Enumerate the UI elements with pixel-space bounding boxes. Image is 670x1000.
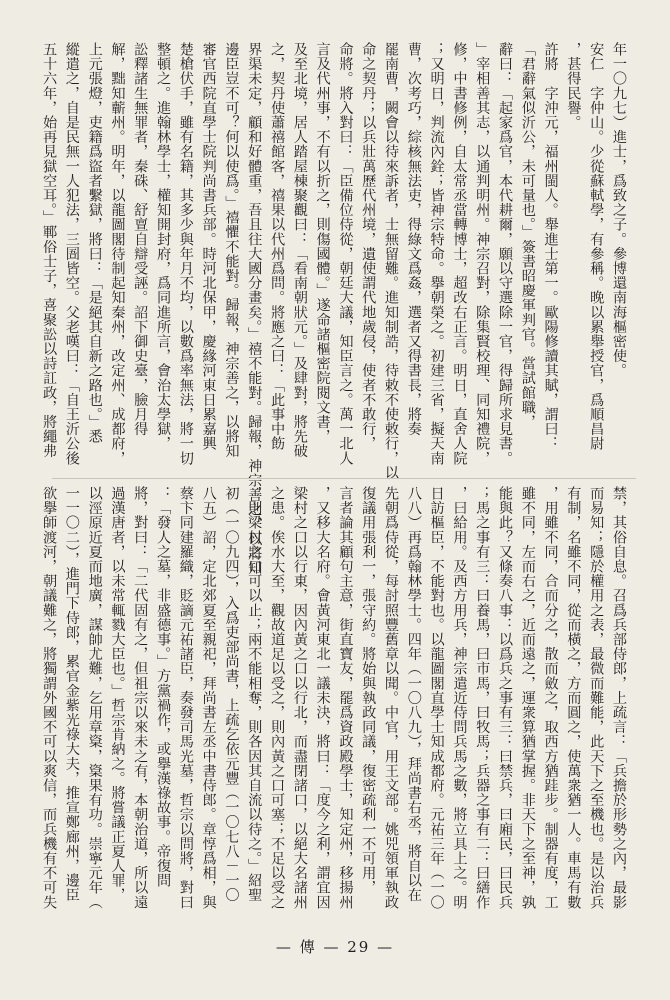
text-column: 雖不同，左而右之，近而遠之，運衆算猶掌握。非天下之至神，孰 (519, 486, 536, 910)
text-column: 欲擧師渡河，朝議難之，將獨謂外國不可以爽信，而兵機有不可失 (41, 486, 58, 910)
text-column: 解，黜知蘄州。明年，以龍圖閣待制起知秦州，改定州、成都府， (109, 42, 126, 466)
text-column: 言及代州事，不有以折之，則傷國體。」遂命諸樞密院閱文書， (314, 42, 331, 444)
text-column: 一一〇二），進門下侍郎，累官金紫光祿大夫，推宣鄭廊州，邊臣 (63, 486, 80, 903)
text-column: 有制，名雖不同，從而橫之，方而圓之，使萬衆猶一人。車馬有數 (565, 486, 582, 910)
text-column: 八八）再爲翰林學士。四年（一〇八九），拜尚書右丞，將自以在 (405, 486, 422, 903)
text-column: 許將 字沖元，福州閩人。舉進士第一。歐陽修讀其賦，謂曰： (542, 42, 559, 451)
text-column: 五十六年，始再見獄空耳。」鄆俗士子，喜聚訟以詩訌政，將繩弗 (41, 42, 58, 459)
text-column: ：「發人之墓，非盛德事。」方黨禍作，或擧漢祿故事。帝復問 (155, 486, 172, 888)
text-column: 過漢唐者，以未常輒戮大臣也。」哲宗肯納之。將嘗議正夏人罪， (109, 486, 126, 903)
text-column: 「君辭氣似沂公，未可量也。」簽書昭慶軍判官。當試館職， (519, 42, 536, 430)
lower-text-block (41, 486, 630, 916)
text-column: 訟釋諸生無罪者，秦硃、舒亶自辯受誣。詔下御史臺，臉月得 (132, 42, 149, 437)
text-column: 蔡卞同建羅織，貶謫元祐諸臣，奏發司馬光墓，哲宗以問將，對曰 (177, 486, 194, 910)
text-column: 將，對曰：「二代固有之，但祖宗以來未之有，本朝治道，所以遠 (132, 486, 149, 910)
text-column: 縱遣之，自是民無一人犯法，三圄皆空。父老嘆曰：「自王沂公後 (63, 42, 80, 466)
text-column: ，用雖不同，合而分之，散而斂之，取西方猶跬步。制器有度，工 (542, 486, 559, 910)
text-column: 命之契丹；以兵壯萬歷代州境，遺使謂代地歲侵，使者不敢行， (360, 42, 377, 451)
text-column: ，又移大名府。會黃河東北一議未決，將曰：「度今之利，謂宜因 (314, 486, 331, 910)
text-column: 復議用張利一，張守約。將始與執政同議，復密疏利一不可用， (360, 486, 377, 895)
text-column: ，曰給用。及西方用兵，神宗遣近侍問兵馬之數，將立具上之。明 (451, 486, 468, 910)
text-column: 界渠未定，顧和好體重，吾且往大國分畫矣。」禧不能對。歸報，神宗善之，以將知 (246, 42, 263, 576)
text-column: 罷南曹，闕會以待來訴者，士無留難。進知制誥，待敕不使敕行，以 (383, 42, 400, 480)
text-column: 能與此？又條奏八事：以爲兵之事有三：曰禁兵，曰廂民，曰民兵 (497, 486, 514, 910)
text-column: 八五）詔，定北郊夏至親祀，拜尚書左丞中書侍郎。章惇爲相，與 (200, 486, 217, 910)
text-column: 上元張燈，吏籍爲盜者繫獄，將曰：「是絕其自新之路也。」悉 (86, 42, 103, 444)
text-column: 辭曰：「起家爲官，本代耕爾，願以守選除一官，得歸所求見書。 (497, 42, 514, 466)
text-column: 梁村之口以行東，因內黃之口以行北，而盡閉諸口，以絕大名諸州 (291, 486, 308, 910)
text-column: 之患。俟水大至，觀故道足以受之，則內黃之口可塞；不足以受之 (269, 486, 286, 910)
text-column: 整頓之。進翰林學士，權知開封府，爲同進所言，會治太學獄， (155, 42, 172, 451)
upper-text-block (41, 42, 630, 576)
text-column: 年一〇九七）進士，爲致之子。參博還南海樞密使。 (611, 42, 627, 378)
text-column: ；又明日，判流內銓；皆神宗特命。擧朝榮之。初建三省，擬天南 (428, 42, 445, 466)
text-column: 初（一〇九四），入爲吏部尚書，上疏乞依元豐（一〇七八－一〇 (223, 486, 240, 903)
text-column: 而易知；隱於權用之表，最微而難能，此天下之至機也。是以治兵 (588, 486, 605, 910)
text-column: 」宰相善其志，以通判明州。神宗召對，除集賢校理、同知禮院， (474, 42, 491, 466)
text-column: 曹，次考巧，綜核無法吏，得綠文爲姦，選者又得書長，將奏 (405, 42, 422, 437)
text-column: 禁，其俗自息。召爲兵部侍郎，上疏言：「兵擔於形勢之內，最影 (611, 486, 627, 910)
text-column: 之，契丹使蕭禧館客，禧果以代州爲問。將應之曰：「此事中飭 (269, 42, 286, 451)
text-column: 言者論其顧句主意，街直寶友，罷爲資政殿學士，知定州，移揚州 (337, 486, 354, 910)
text-column: 安仁 字仲山。少從蘇軾學，有參稱。晚以累舉授官，爲順昌尉 (588, 42, 605, 451)
text-column: ，則梁村之口可以止；兩不能相奪，則各因其自流以待之。」紹聖 (246, 486, 263, 903)
text-column: 及至北境，居人踏屋棟聚觀曰：「看南朝狀元。」及肆對，將先破 (291, 42, 308, 459)
text-column: ，甚得民譽。 (565, 42, 582, 130)
text-column: 命將。將入對曰：「臣備位侍從，朝廷大議，知臣言之。萬一北人 (337, 42, 354, 466)
text-column: 以涇原近夏而地廣，謀帥尤難，乞用章楶，楶果有功。崇寧元年（ (86, 486, 103, 910)
text-column: 先朝爲侍從，每討照豐舊章以聞。中官，用王文部。姚兕領軍執政 (383, 486, 400, 910)
section-divider (52, 478, 636, 479)
text-column: 日訪樞臣，不能對也。以龍圖閣直學士知成都府。元祐三年（一〇 (428, 486, 445, 910)
text-column: 審官西院直學士院判尚書兵部。時河北保甲，慶緣河東日累嘉興 (200, 42, 217, 451)
text-column: 修，中書修例，自太常丞當轉博士，超改右正言。明日，直舍人院 (451, 42, 468, 466)
text-column: 楚槍伏手，雖有名籍，其多少與年月不均，以數爲率無法，將一切 (177, 42, 194, 466)
text-column: ；馬之事有三：曰養馬，曰市馬，曰牧馬；兵器之事有二：曰繕作 (474, 486, 491, 910)
page-number: — 傳 — 29 — (275, 938, 395, 956)
text-column: 邊臣豈不可？何以使爲。」禧懼不能對。歸報，神宗善之，以將知 (223, 42, 240, 459)
